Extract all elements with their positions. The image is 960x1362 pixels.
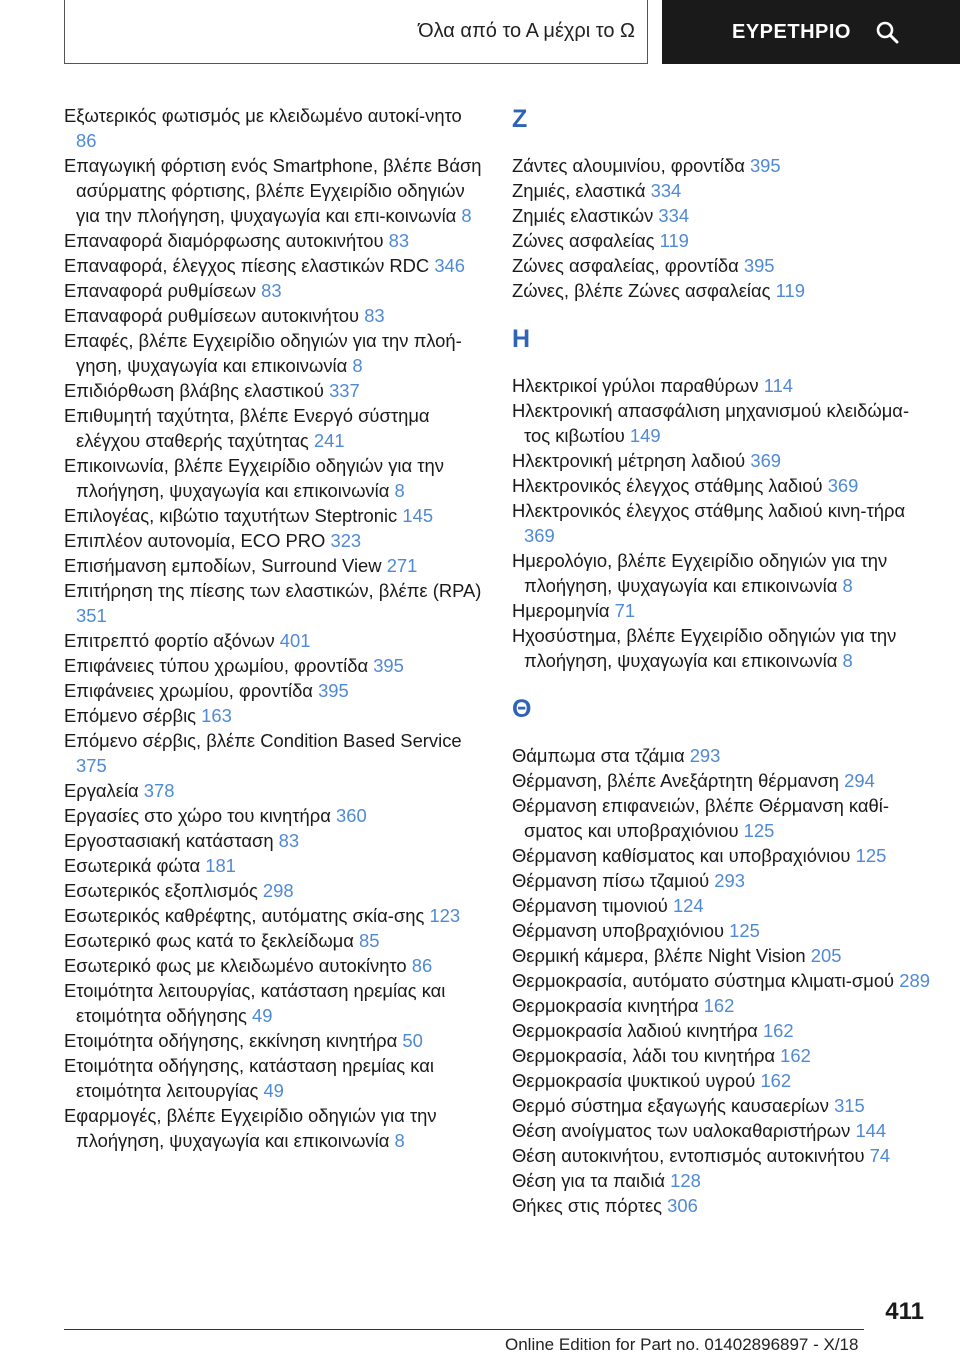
index-entry-page-link[interactable]: 114 [763, 375, 794, 396]
index-entry-text: Ζημιές, ελαστικά [512, 180, 651, 201]
index-entry-page-link[interactable]: 83 [261, 280, 282, 301]
index-entry-page-link[interactable]: 8 [394, 1130, 405, 1151]
index-entry [512, 178, 932, 203]
index-entry-text: Εφαρμογές, βλέπε Εγχειρίδιο οδηγιών για την πλοήγηση, ψυχαγωγία και επικοινωνία [64, 1105, 437, 1151]
index-entry [512, 768, 932, 793]
index-entry-text: Εργασίες στο χώρο του κινητήρα [64, 805, 336, 826]
index-entry-text: Θέρμανση καθίσματος και υποβραχιόνιου [512, 845, 856, 866]
index-entry-page-link[interactable]: 83 [388, 230, 410, 251]
index-entry-page-link[interactable]: 125 [855, 845, 887, 866]
page-header [0, 0, 960, 66]
index-entry-page-link[interactable]: 162 [762, 1020, 794, 1041]
index-entry-text: Εργαλεία [64, 780, 144, 801]
index-entry-text: Θέρμανση, βλέπε Ανεξάρτητη θέρμανση [512, 770, 845, 791]
index-entry-text: Ζάντες αλουμινίου, φροντίδα [512, 155, 750, 176]
index-entry-page-link[interactable]: 205 [810, 945, 842, 966]
index-entry [512, 448, 932, 473]
index-entry-text: Ζώνες ασφαλείας [512, 230, 660, 251]
index-entry-text: Ηλεκτρικοί γρύλοι παραθύρων [512, 375, 764, 396]
index-column-left [64, 103, 484, 1153]
index-entry [64, 1103, 484, 1153]
index-entry-page-link[interactable]: 271 [386, 555, 418, 576]
index-entry [64, 878, 484, 903]
index-entry-page-link[interactable]: 8 [352, 355, 363, 376]
index-entry-page-link[interactable]: 8 [842, 575, 853, 596]
index-entry-page-link[interactable]: 163 [201, 705, 232, 726]
index-entry-text: Ημερολόγιο, βλέπε Εγχειρίδιο οδηγιών για την πλοήγηση, ψυχαγωγία και επικοινωνία [512, 550, 888, 596]
index-entry-page-link[interactable]: 360 [335, 805, 367, 826]
index-entry-page-link[interactable]: 395 [743, 255, 775, 276]
index-entry [512, 918, 932, 943]
index-entry-page-link[interactable]: 289 [899, 970, 930, 991]
index-entry-page-link[interactable]: 125 [743, 820, 775, 841]
index-entry-text: Επιδιόρθωση βλάβης ελαστικού [64, 380, 330, 401]
index-entry-page-link[interactable]: 162 [703, 995, 735, 1016]
index-entry [512, 598, 932, 623]
index-entry-text: Θερμοκρασία, αυτόματο σύστημα κλιματι-σμού [512, 970, 900, 991]
footer-edition: Online Edition for Part no. 01402896897 - X/18 [505, 1335, 859, 1354]
index-entry-page-link[interactable]: 378 [143, 780, 175, 801]
index-entry-text: Επιλογέας, κιβώτιο ταχυτήτων Steptronic [64, 505, 403, 526]
index-entry-page-link[interactable]: 181 [205, 855, 236, 876]
index-entry-page-link[interactable]: 315 [834, 1095, 865, 1116]
index-entry-text: Επαναφορά, έλεγχος πίεσης ελαστικών RDC [64, 255, 435, 276]
index-entry-page-link[interactable]: 124 [672, 895, 704, 916]
index-entry-text: Θερμική κάμερα, βλέπε Night Vision [512, 945, 811, 966]
index-entry-page-link[interactable]: 145 [402, 505, 434, 526]
index-entry-page-link[interactable]: 49 [263, 1080, 284, 1101]
index-entry [512, 793, 932, 843]
index-entry-text: Επαγωγική φόρτιση ενός Smartphone, βλέπε Βάση ασύρματης φόρτισης, βλέπε Εγχειρίδιο οδηγιών για την πλοήγηση, ψυχαγωγία και επι-κοινωνία [64, 155, 482, 226]
index-entry [512, 228, 932, 253]
index-entry [512, 623, 932, 673]
index-entry [512, 398, 932, 448]
index-entry [64, 503, 484, 528]
index-entry-text: Θέρμανση υποβραχιόνιου [512, 920, 730, 941]
index-entry-text: Θάμπωμα στα τζάμια [512, 745, 690, 766]
index-entry-text: Ηλεκτρονική απασφάλιση μηχανισμού κλειδώμα-τος κιβωτίου [512, 400, 910, 446]
index-entry-text: Εσωτερικό φως με κλειδωμένο αυτοκίνητο [64, 955, 412, 976]
index-entry [512, 943, 932, 968]
index-section-letter: H [512, 325, 531, 353]
index-entry-page-link[interactable]: 125 [729, 920, 760, 941]
index-entry-page-link[interactable]: 86 [76, 130, 97, 151]
index-entry-page-link[interactable]: 241 [313, 430, 345, 451]
index-entry-text: Θέρμανση επιφανειών, βλέπε Θέρμανση καθί-σματος και υποβραχιόνιου [512, 795, 889, 841]
index-entry-page-link[interactable]: 8 [842, 650, 853, 671]
section-gap [512, 303, 932, 323]
index-entry-text: Ηλεκτρονική μέτρηση λαδιού [512, 450, 751, 471]
index-entry [512, 548, 932, 598]
index-entry [64, 278, 484, 303]
index-entry-text: Επαναφορά ρυθμίσεων [64, 280, 262, 301]
index-entry-text: Ηχοσύστημα, βλέπε Εγχειρίδιο οδηγιών για την πλοήγηση, ψυχαγωγία και επικοινωνία [512, 625, 897, 671]
index-entry [512, 1093, 932, 1118]
index-entry-page-link[interactable]: 306 [667, 1195, 698, 1216]
index-entry [64, 653, 484, 678]
index-entry-page-link[interactable]: 401 [279, 630, 311, 651]
index-entry-page-link[interactable]: 50 [402, 1030, 423, 1051]
index-entry-page-link[interactable]: 49 [252, 1005, 273, 1026]
index-entry-text: Ηλεκτρονικός έλεγχος στάθμης λαδιού [512, 475, 828, 496]
index-entry [64, 828, 484, 853]
index-entry [64, 778, 484, 803]
index-entry-text: Εσωτερικός καθρέφτης, αυτόματης σκία-σης [64, 905, 430, 926]
index-entry-text: Θέση ανοίγματος των υαλοκαθαριστήρων [512, 1120, 856, 1141]
index-entry [64, 303, 484, 328]
index-entry [512, 868, 932, 893]
index-entry [512, 203, 932, 228]
index-entry [512, 1018, 932, 1043]
index-entry-text: Εργοστασιακή κατάσταση [64, 830, 279, 851]
index-entry [512, 968, 932, 993]
index-entry-text: Ηλεκτρονικός έλεγχος στάθμης λαδιού κινη-τήρα [512, 500, 906, 521]
search-icon[interactable] [875, 20, 899, 44]
index-entry [64, 728, 484, 778]
index-entry [512, 893, 932, 918]
index-entry-page-link[interactable]: 395 [373, 655, 404, 676]
index-entry-page-link[interactable]: 337 [329, 380, 360, 401]
index-entry-page-link[interactable]: 369 [750, 450, 782, 471]
index-entry-page-link[interactable]: 395 [318, 680, 349, 701]
index-entry-text: Ετοιμότητα λειτουργίας, κατάσταση ηρεμίας και ετοιμότητα οδήγησης [64, 980, 446, 1026]
index-entry-text: Θέση για τα παιδιά [512, 1170, 671, 1191]
index-entry-text: Επιτρεπτό φορτίο αξόνων [64, 630, 280, 651]
index-entry-text: Θερμοκρασία, λάδι του κινητήρα [512, 1045, 781, 1066]
index-entry-page-link[interactable]: 149 [629, 425, 661, 446]
index-entry [64, 528, 484, 553]
index-entry-text: Θέρμανση τιμονιού [512, 895, 673, 916]
index-entry [512, 1193, 932, 1218]
section-gap [512, 673, 932, 693]
index-entry-text: Εξωτερικός φωτισμός με κλειδωμένο αυτοκί-νητο [64, 105, 462, 126]
index-entry-text: Επιτήρηση της πίεσης των ελαστικών, βλέπε (RPA) [64, 580, 482, 601]
index-entry [64, 228, 484, 253]
index-entry [512, 843, 932, 868]
index-entry [64, 803, 484, 828]
index-entry [512, 373, 932, 398]
index-entry [64, 328, 484, 378]
index-entry [512, 1143, 932, 1168]
tab-index[interactable] [662, 0, 960, 64]
index-entry-text: Επαφές, βλέπε Εγχειρίδιο οδηγιών για την πλοή-γηση, ψυχαγωγία και επικοινωνία [64, 330, 462, 376]
index-entry [64, 903, 484, 928]
index-entry-text: Ημερομηνία [512, 600, 615, 621]
index-entry-page-link[interactable]: 8 [461, 205, 472, 226]
index-entry [64, 1028, 484, 1053]
index-entry [512, 253, 932, 278]
index-entry [64, 678, 484, 703]
index-entry-page-link[interactable]: 293 [714, 870, 745, 891]
index-entry-text: Θερμό σύστημα εξαγωγής καυσαερίων [512, 1095, 835, 1116]
index-entry [512, 278, 932, 303]
index-entry-page-link[interactable]: 334 [658, 205, 690, 226]
index-entry [64, 103, 484, 153]
tab-all-from-a-to-z[interactable] [64, 0, 648, 64]
index-entry-text: Θερμοκρασία κινητήρα [512, 995, 704, 1016]
index-entry-text: Ετοιμότητα οδήγησης, εκκίνηση κινητήρα [64, 1030, 403, 1051]
page-number: 411 [885, 1298, 924, 1325]
index-entry-text: Επιφάνειες χρωμίου, φροντίδα [64, 680, 319, 701]
index-entry-page-link[interactable]: 128 [670, 1170, 701, 1191]
index-entry-text: Επισήμανση εμποδίων, Surround View [64, 555, 387, 576]
index-entry-page-link[interactable]: 294 [844, 770, 875, 791]
index-entry [64, 978, 484, 1028]
index-entry-page-link[interactable]: 395 [749, 155, 781, 176]
index-entry-text: Εσωτερικά φώτα [64, 855, 206, 876]
index-entry [512, 743, 932, 768]
index-section-letter: Θ [512, 695, 532, 723]
index-entry-page-link[interactable]: 369 [827, 475, 859, 496]
index-entry-page-link[interactable]: 86 [411, 955, 433, 976]
index-section-letter: Z [512, 105, 528, 133]
index-entry-page-link[interactable]: 346 [434, 255, 466, 276]
index-entry [512, 1068, 932, 1093]
index-entry-page-link[interactable]: 293 [689, 745, 721, 766]
index-entry [512, 993, 932, 1018]
index-entry-text: Ζώνες ασφαλείας, φροντίδα [512, 255, 744, 276]
index-entry [64, 628, 484, 653]
index-entry-text: Θέρμανση πίσω τζαμιού [512, 870, 715, 891]
tab-index-label: ΕΥΡΕΤΗΡΙΟ [732, 20, 851, 43]
index-entry-page-link[interactable]: 123 [429, 905, 461, 926]
index-entry [64, 853, 484, 878]
index-entry [512, 473, 932, 498]
index-entry [512, 1168, 932, 1193]
index-entry [64, 453, 484, 503]
index-entry-page-link[interactable]: 83 [364, 305, 385, 326]
index-entry-page-link[interactable]: 162 [760, 1070, 792, 1091]
index-entry-text: Θερμοκρασία λαδιού κινητήρα [512, 1020, 763, 1041]
index-entry-text: Επόμενο σέρβις, βλέπε Condition Based Service [64, 730, 462, 751]
index-entry-text: Θήκες στις πόρτες [512, 1195, 668, 1216]
index-entry [64, 953, 484, 978]
index-entry-text: Εσωτερικός εξοπλισμός [64, 880, 263, 901]
index-entry [64, 1053, 484, 1103]
index-entry-text: Επαναφορά διαμόρφωσης αυτοκινήτου [64, 230, 389, 251]
index-entry-page-link[interactable]: 8 [394, 480, 405, 501]
index-entry-page-link[interactable]: 334 [650, 180, 682, 201]
index-column-right [512, 103, 932, 1218]
index-entry-text: Θερμοκρασία ψυκτικού υγρού [512, 1070, 761, 1091]
index-entry [512, 1043, 932, 1068]
index-entry [64, 153, 484, 228]
index-entry-page-link[interactable]: 323 [330, 530, 362, 551]
index-entry-page-link[interactable]: 375 [76, 755, 107, 776]
index-entry-text: Επόμενο σέρβις [64, 705, 202, 726]
index-entry [512, 1118, 932, 1143]
index-entry-page-link[interactable]: 85 [359, 930, 380, 951]
index-entry-page-link[interactable]: 162 [780, 1045, 811, 1066]
index-entry-page-link[interactable]: 369 [524, 525, 555, 546]
index-entry-page-link[interactable]: 83 [278, 830, 300, 851]
index-entry-text: Ζημιές ελαστικών [512, 205, 659, 226]
index-entry [64, 378, 484, 403]
index-entry-text: Ετοιμότητα οδήγησης, κατάσταση ηρεμίας και ετοιμότητα λειτουργίας [64, 1055, 434, 1101]
index-entry-text: Επιθυμητή ταχύτητα, βλέπε Ενεργό σύστημα ελέγχου σταθερής ταχύτητας [64, 405, 430, 451]
index-entry [64, 703, 484, 728]
index-entry [64, 253, 484, 278]
index-entry-text: Θέση αυτοκινήτου, εντοπισμός αυτοκινήτου [512, 1145, 870, 1166]
index-entry [64, 553, 484, 578]
index-entry-text: Επιφάνειες τύπου χρωμίου, φροντίδα [64, 655, 374, 676]
tab-all-from-a-to-z-label: Όλα από το Α μέχρι το Ω [418, 20, 635, 42]
index-entry-page-link[interactable]: 71 [614, 600, 636, 621]
index-entry-page-link[interactable]: 119 [775, 280, 805, 301]
index-entry-text: Επικοινωνία, βλέπε Εγχειρίδιο οδηγιών για την πλοήγηση, ψυχαγωγία και επικοινωνία [64, 455, 444, 501]
index-entry [512, 498, 932, 548]
index-entry [64, 578, 484, 628]
index-entry-text: Επιπλέον αυτονομία, ECO PRO [64, 530, 331, 551]
index-entry-page-link[interactable]: 351 [76, 605, 107, 626]
footer-divider [64, 1329, 864, 1330]
index-entry [64, 928, 484, 953]
index-entry-page-link[interactable]: 298 [262, 880, 294, 901]
index-entry [64, 403, 484, 453]
index-entry-page-link[interactable]: 74 [869, 1145, 891, 1166]
index-entry-text: Επαναφορά ρυθμίσεων αυτοκινήτου [64, 305, 365, 326]
index-entry [512, 153, 932, 178]
index-entry-text: Εσωτερικό φως κατά το ξεκλείδωμα [64, 930, 360, 951]
index-entry-text: Ζώνες, βλέπε Ζώνες ασφαλείας [512, 280, 776, 301]
index-entry-page-link[interactable]: 144 [855, 1120, 887, 1141]
index-entry-page-link[interactable]: 119 [659, 230, 689, 251]
